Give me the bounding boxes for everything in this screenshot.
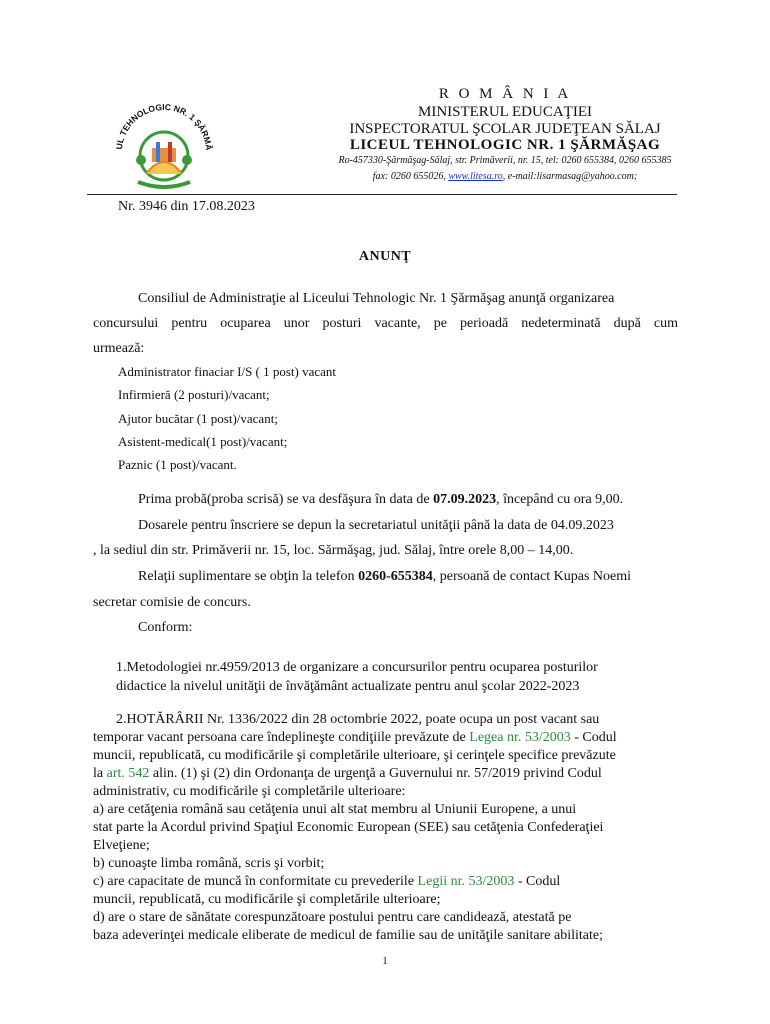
condition-d-1: d) are o stare de sănătate corespunzătoare postului pentru care candidează, atestată pe (93, 910, 572, 925)
item2-text: - Codul (570, 730, 617, 745)
website-link[interactable]: www.litesa.ro (448, 171, 503, 182)
law-link[interactable]: Legii nr. 53/2003 (417, 874, 515, 889)
item2-line-1: 2.HOTĂRÂRII Nr. 1336/2022 din 28 octombrie 2022, poate ocupa un post vacant sau (116, 712, 600, 727)
article-link[interactable]: art. 542 (106, 766, 150, 781)
contact-line (138, 569, 631, 585)
exam-date-prefix: Prima probă(proba scrisă) se va desfăşura în data de (138, 492, 434, 507)
position-item: Asistent-medical(1 post)/vacant; (118, 434, 288, 449)
condition-a-1: a) are cetăţenia română sau cetăţenia unui alt stat membru al Uniunii Europene, a unui (93, 802, 577, 817)
header-country: R O M Â N I A (438, 86, 572, 102)
document-number: Nr. 3946 din 17.08.2023 (118, 199, 255, 214)
header-contact-line (250, 171, 760, 182)
header-address: Ro-457330-Şărmăşag-Sălaj, str. Primăverii, nr. 15, tel: 0260 655384, 0260 655385 (338, 155, 672, 166)
email-text: , e-mail:lisarmasag@yahoo.com; (502, 171, 638, 182)
intro-line-1: Consiliul de Administraţie al Liceului Tehnologic Nr. 1 Şărmăşag anunţă organizarea (138, 291, 615, 306)
condition-a-3: Elveţiene; (93, 838, 150, 853)
item2-text: la (93, 766, 107, 781)
conform-label: Conform: (138, 620, 193, 635)
position-item: Paznic (1 post)/vacant. (118, 457, 237, 472)
exam-date-suffix: , începând cu ora 9,00. (496, 492, 624, 507)
position-item: Administrator finaciar I/S ( 1 post) vacant (118, 364, 337, 379)
exam-date-line (138, 492, 623, 508)
condition-c-2: muncii, republicată, cu modificările şi completările ulterioare; (93, 892, 441, 907)
item2-line-5: administrativ, cu modificările şi completările ulterioare: (93, 784, 406, 799)
document-title: ANUNŢ (358, 249, 412, 264)
item2-line-3: muncii, republicată, cu modificările şi completările ulterioare, şi cerinţele specifice prevăzute (93, 748, 616, 763)
item1-line-1: 1.Metodologiei nr.4959/2013 de organizare a concursurilor pentru ocuparea posturilor (116, 660, 598, 675)
intro-line-3: urmează: (93, 341, 145, 356)
item1-line-2: didactice la nivelul unităţii de învăţământ actualizate pentru anul şcolar 2022-2023 (116, 679, 580, 694)
contact-prefix: Relaţii suplimentare se obţin la telefon (138, 569, 359, 584)
header-ministry: MINISTERUL EDUCAŢIEI (417, 104, 592, 120)
contact-phone: 0260-655384 (358, 569, 433, 584)
contact-suffix: , persoană de contact Kupas Noemi (432, 569, 631, 584)
page-number: 1 (382, 955, 388, 967)
dossier-line-2: , la sediul din str. Primăverii nr. 15, loc. Sărmăşag, jud. Sălaj, între orele 8,00 – 14,00. (93, 543, 574, 558)
condition-c-text: - Codul (514, 874, 561, 889)
condition-d-2: baza adeverinţei medicale eliberate de medicul de familie sau de unităţile sanitare abilitate; (93, 928, 603, 943)
intro-line-2: concursului pentru ocuparea unor posturi vacante, pe perioadă nedeterminată după cum (93, 316, 678, 331)
item2-line-4 (93, 766, 602, 782)
header-divider (87, 194, 677, 195)
svg-text:LICEUL TEHNOLOGIC NR. 1 ŞĂRMĂŞ: UL TEHNOLOGIC NR. 1 ŞĂRMĂ (114, 101, 215, 151)
condition-c-text: c) are capacitate de muncă în conformitate cu prevederile (93, 874, 418, 889)
item2-text: alin. (1) şi (2) din Ordonanţa de urgenţă a Guvernului nr. 57/2019 privind Codul (149, 766, 602, 781)
item2-line-2 (93, 730, 617, 746)
condition-a-2: stat parte la Acordul privind Spaţiul Economic European (SEE) sau cetăţenia Confederaţiei (93, 820, 604, 835)
contact-line-2: secretar comisie de concurs. (93, 595, 251, 610)
item2-text: temporar vacant persoana care îndeplineşte condiţiile prevăzute de (93, 730, 470, 745)
condition-b: b) cunoaşte limba română, scris şi vorbit; (93, 856, 325, 871)
school-logo (108, 90, 220, 200)
law-link[interactable]: Legea nr. 53/2003 (469, 730, 571, 745)
dossier-line-1: Dosarele pentru înscriere se depun la secretariatul unităţii până la data de 04.09.2023 (138, 518, 614, 533)
header-inspectorate: INSPECTORATUL ŞCOLAR JUDEŢEAN SĂLAJ (349, 121, 661, 137)
position-item: Ajutor bucătar (1 post)/vacant; (118, 411, 278, 426)
fax-text: fax: 0260 655026, (372, 171, 449, 182)
position-item: Infirmieră (2 posturi)/vacant; (118, 387, 270, 402)
condition-c-1 (93, 874, 560, 890)
header-school-name: LICEUL TEHNOLOGIC NR. 1 ŞĂRMĂŞAG (349, 137, 661, 153)
exam-date: 07.09.2023 (433, 492, 497, 507)
